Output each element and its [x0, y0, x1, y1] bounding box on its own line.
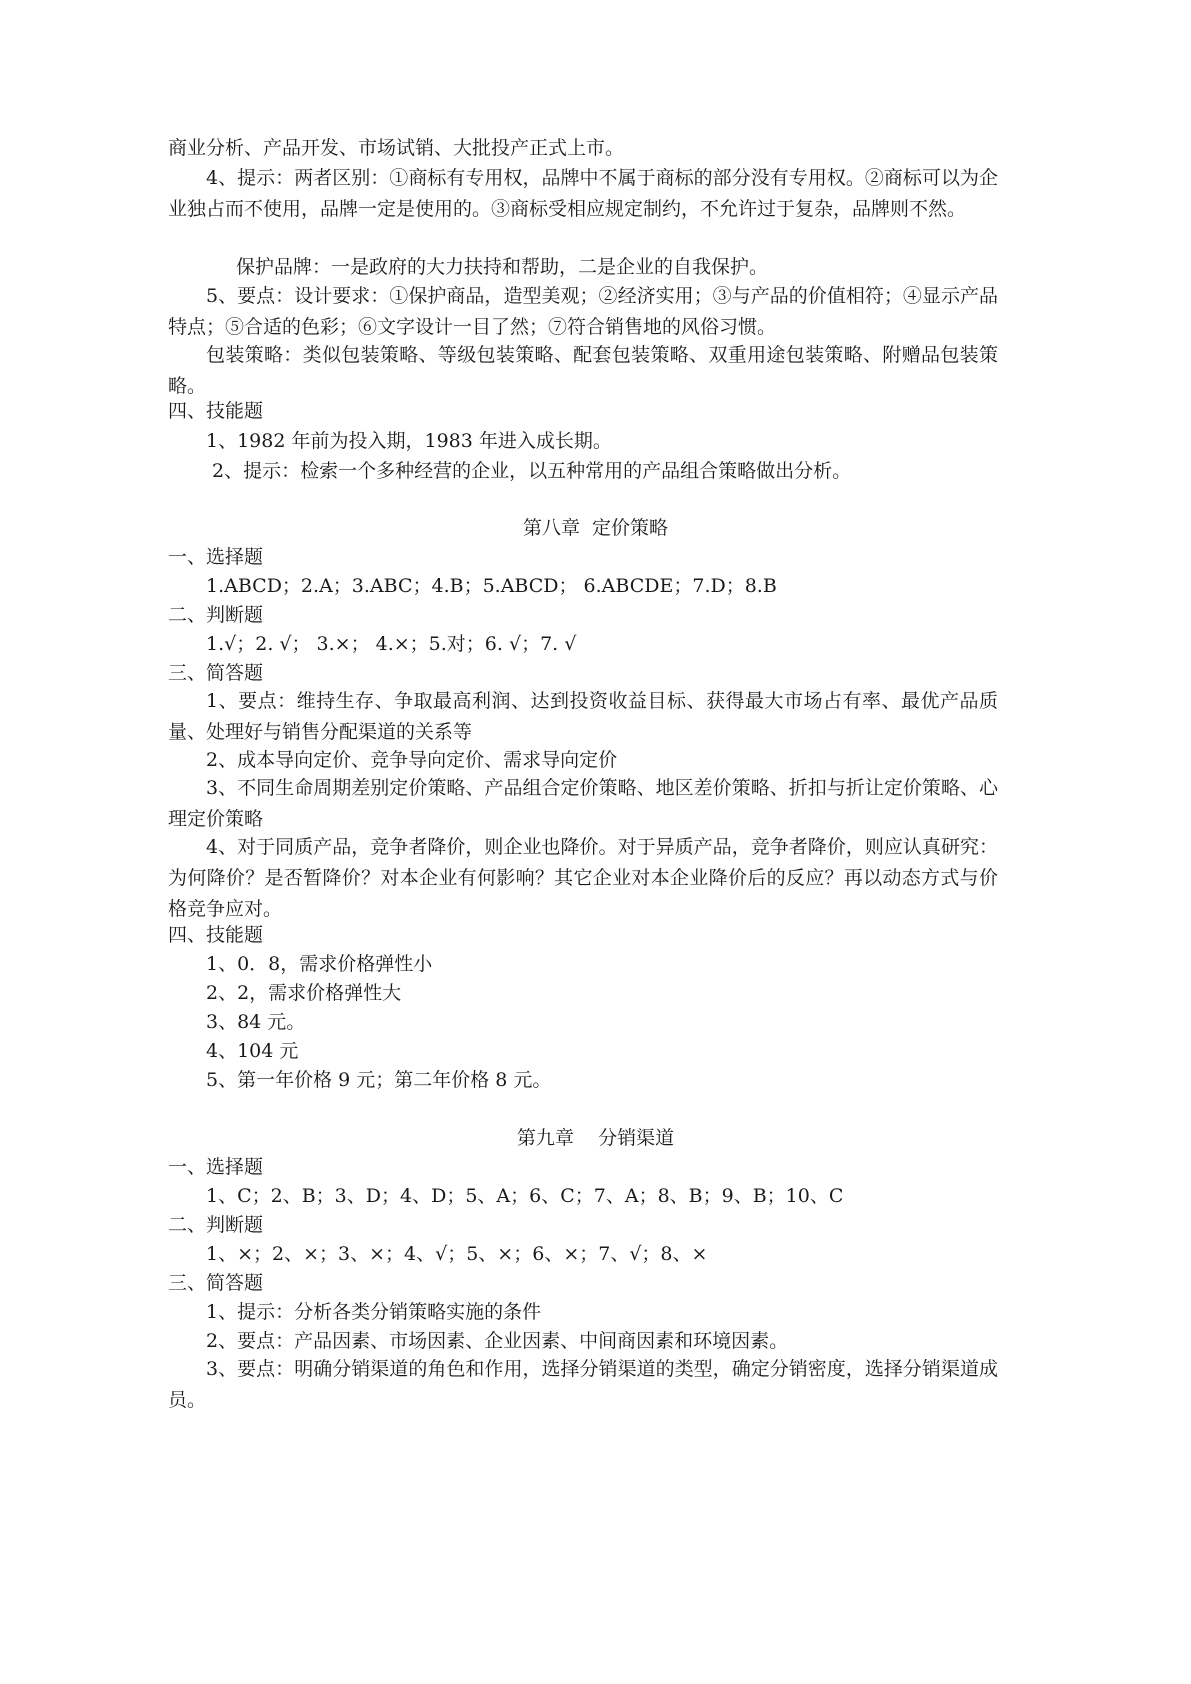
judge-answers: 1.√；2. √； 3.×； 4.×；5.对；6. √；7. √ — [206, 633, 577, 655]
section-heading: 一、选择题 — [168, 1156, 264, 1178]
skill-answer-5: 5、第一年价格 9 元；第二年价格 8 元。 — [206, 1069, 552, 1091]
section-heading: 四、技能题 — [168, 924, 264, 946]
short-answer-3: 3、要点：明确分销渠道的角色和作用，选择分销渠道的类型，确定分销密度，选择分销渠道成员。 — [168, 1358, 998, 1411]
judge-answers: 1、×；2、×；3、×；4、√；5、×；6、×；7、√；8、× — [206, 1243, 708, 1265]
section-heading: 三、简答题 — [168, 662, 264, 684]
section-heading: 二、判断题 — [168, 604, 264, 626]
short-answer-4: 4、对于同质产品，竞争者降价，则企业也降价。对于异质产品，竞争者降价，则应认真研究：为何降价？是否暂降价？对本企业有何影响？其它企业对本企业降价后的反应？再以动态方式与价格竞争应对。 — [168, 836, 998, 920]
short-answer-2: 2、要点：产品因素、市场因素、企业因素、中间商因素和环境因素。 — [206, 1330, 789, 1352]
answer-4: 4、提示：两者区别：①商标有专用权，品牌中不属于商标的部分没有专用权。②商标可以为企业独占而不使用，品牌一定是使用的。③商标受相应规定制约，不允许过于复杂，品牌则不然。 — [168, 167, 998, 220]
section-heading: 四、技能题 — [168, 400, 264, 422]
skill-answer-2: 2、2，需求价格弹性大 — [206, 982, 402, 1004]
skill-answer-3: 3、84 元。 — [206, 1011, 306, 1033]
section-heading: 一、选择题 — [168, 546, 264, 568]
skill-answer-1: 1、0．8，需求价格弹性小 — [206, 953, 433, 975]
choice-answers: 1.ABCD；2.A；3.ABC；4.B；5.ABCD； 6.ABCDE；7.D；8.B — [206, 575, 777, 597]
short-answer-1: 1、提示：分析各类分销策略实施的条件 — [206, 1301, 542, 1323]
answer-5: 5、要点：设计要求：①保护商品，造型美观；②经济实用；③与产品的价值相符；④显示产品特点；⑤合适的色彩；⑥文字设计一目了然；⑦符合销售地的风俗习惯。 — [168, 285, 998, 338]
short-answer-3: 3、不同生命周期差别定价策略、产品组合定价策略、地区差价策略、折扣与折让定价策略、心理定价策略 — [168, 777, 998, 830]
chapter-title: 第八章 定价策略 — [522, 517, 669, 539]
intro-line: 商业分析、产品开发、市场试销、大批投产正式上市。 — [168, 137, 625, 159]
packaging-strategy: 包装策略：类似包装策略、等级包装策略、配套包装策略、双重用途包装策略、附赠品包装策略。 — [168, 344, 998, 397]
skill-answer-4: 4、104 元 — [206, 1040, 299, 1062]
skill-answer-1: 1、1982 年前为投入期，1983 年进入成长期。 — [206, 430, 612, 452]
short-answer-2: 2、成本导向定价、竞争导向定价、需求导向定价 — [206, 749, 618, 771]
skill-answer-2: 2、提示：检索一个多种经营的企业，以五种常用的产品组合策略做出分析。 — [212, 460, 852, 482]
chapter-title: 第九章 分销渠道 — [516, 1127, 675, 1149]
section-heading: 三、简答题 — [168, 1272, 264, 1294]
choice-answers: 1、C；2、B；3、D；4、D；5、A；6、C；7、A；8、B；9、B；10、C — [206, 1185, 844, 1207]
short-answer-1: 1、要点：维持生存、争取最高利润、达到投资收益目标、获得最大市场占有率、最优产品质量、处理好与销售分配渠道的关系等 — [168, 690, 998, 743]
brand-protection: 保护品牌：一是政府的大力扶持和帮助，二是企业的自我保护。 — [236, 256, 769, 278]
section-heading: 二、判断题 — [168, 1214, 264, 1236]
